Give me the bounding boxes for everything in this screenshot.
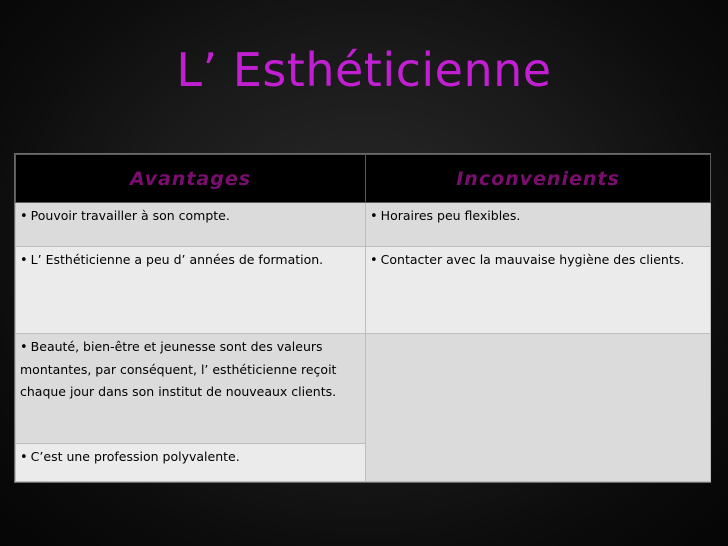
bullet-icon: • bbox=[370, 209, 378, 224]
comparison-table-frame bbox=[14, 153, 711, 483]
header-inconvenients: Inconvenients bbox=[366, 155, 711, 203]
inconvenient-cell bbox=[366, 247, 711, 334]
advantage-cell bbox=[16, 247, 366, 334]
inconvenient-text: Contacter avec la mauvaise hygiène des clients. bbox=[380, 252, 685, 267]
empty-inconvenient-cell bbox=[366, 334, 711, 482]
table-header-row bbox=[16, 155, 711, 203]
advantage-cell bbox=[16, 444, 366, 482]
advantage-cell bbox=[16, 203, 366, 247]
table-row bbox=[16, 334, 711, 444]
comparison-table bbox=[15, 154, 711, 482]
inconvenient-cell bbox=[366, 203, 711, 247]
bullet-icon: • bbox=[370, 253, 378, 268]
advantage-text: Pouvoir travailler à son compte. bbox=[30, 208, 230, 223]
table-row bbox=[16, 247, 711, 334]
header-avantages: Avantages bbox=[16, 155, 366, 203]
advantage-cell bbox=[16, 334, 366, 444]
advantage-text: L’ Esthéticienne a peu d’ années de formation. bbox=[30, 252, 324, 267]
table-row bbox=[16, 203, 711, 247]
inconvenient-text: Horaires peu flexibles. bbox=[380, 208, 521, 223]
slide-title: L’ Esthéticienne bbox=[176, 43, 552, 97]
advantage-text: Beauté, bien-être et jeunesse sont des valeurs montantes, par conséquent, l’ esthéticienne reçoit chaque jour dans son institut de nouveaux clients. bbox=[20, 339, 337, 399]
advantage-text: C’est une profession polyvalente. bbox=[30, 449, 240, 464]
bullet-icon: • bbox=[20, 340, 28, 355]
bullet-icon: • bbox=[20, 450, 28, 465]
bullet-icon: • bbox=[20, 209, 28, 224]
bullet-icon: • bbox=[20, 253, 28, 268]
